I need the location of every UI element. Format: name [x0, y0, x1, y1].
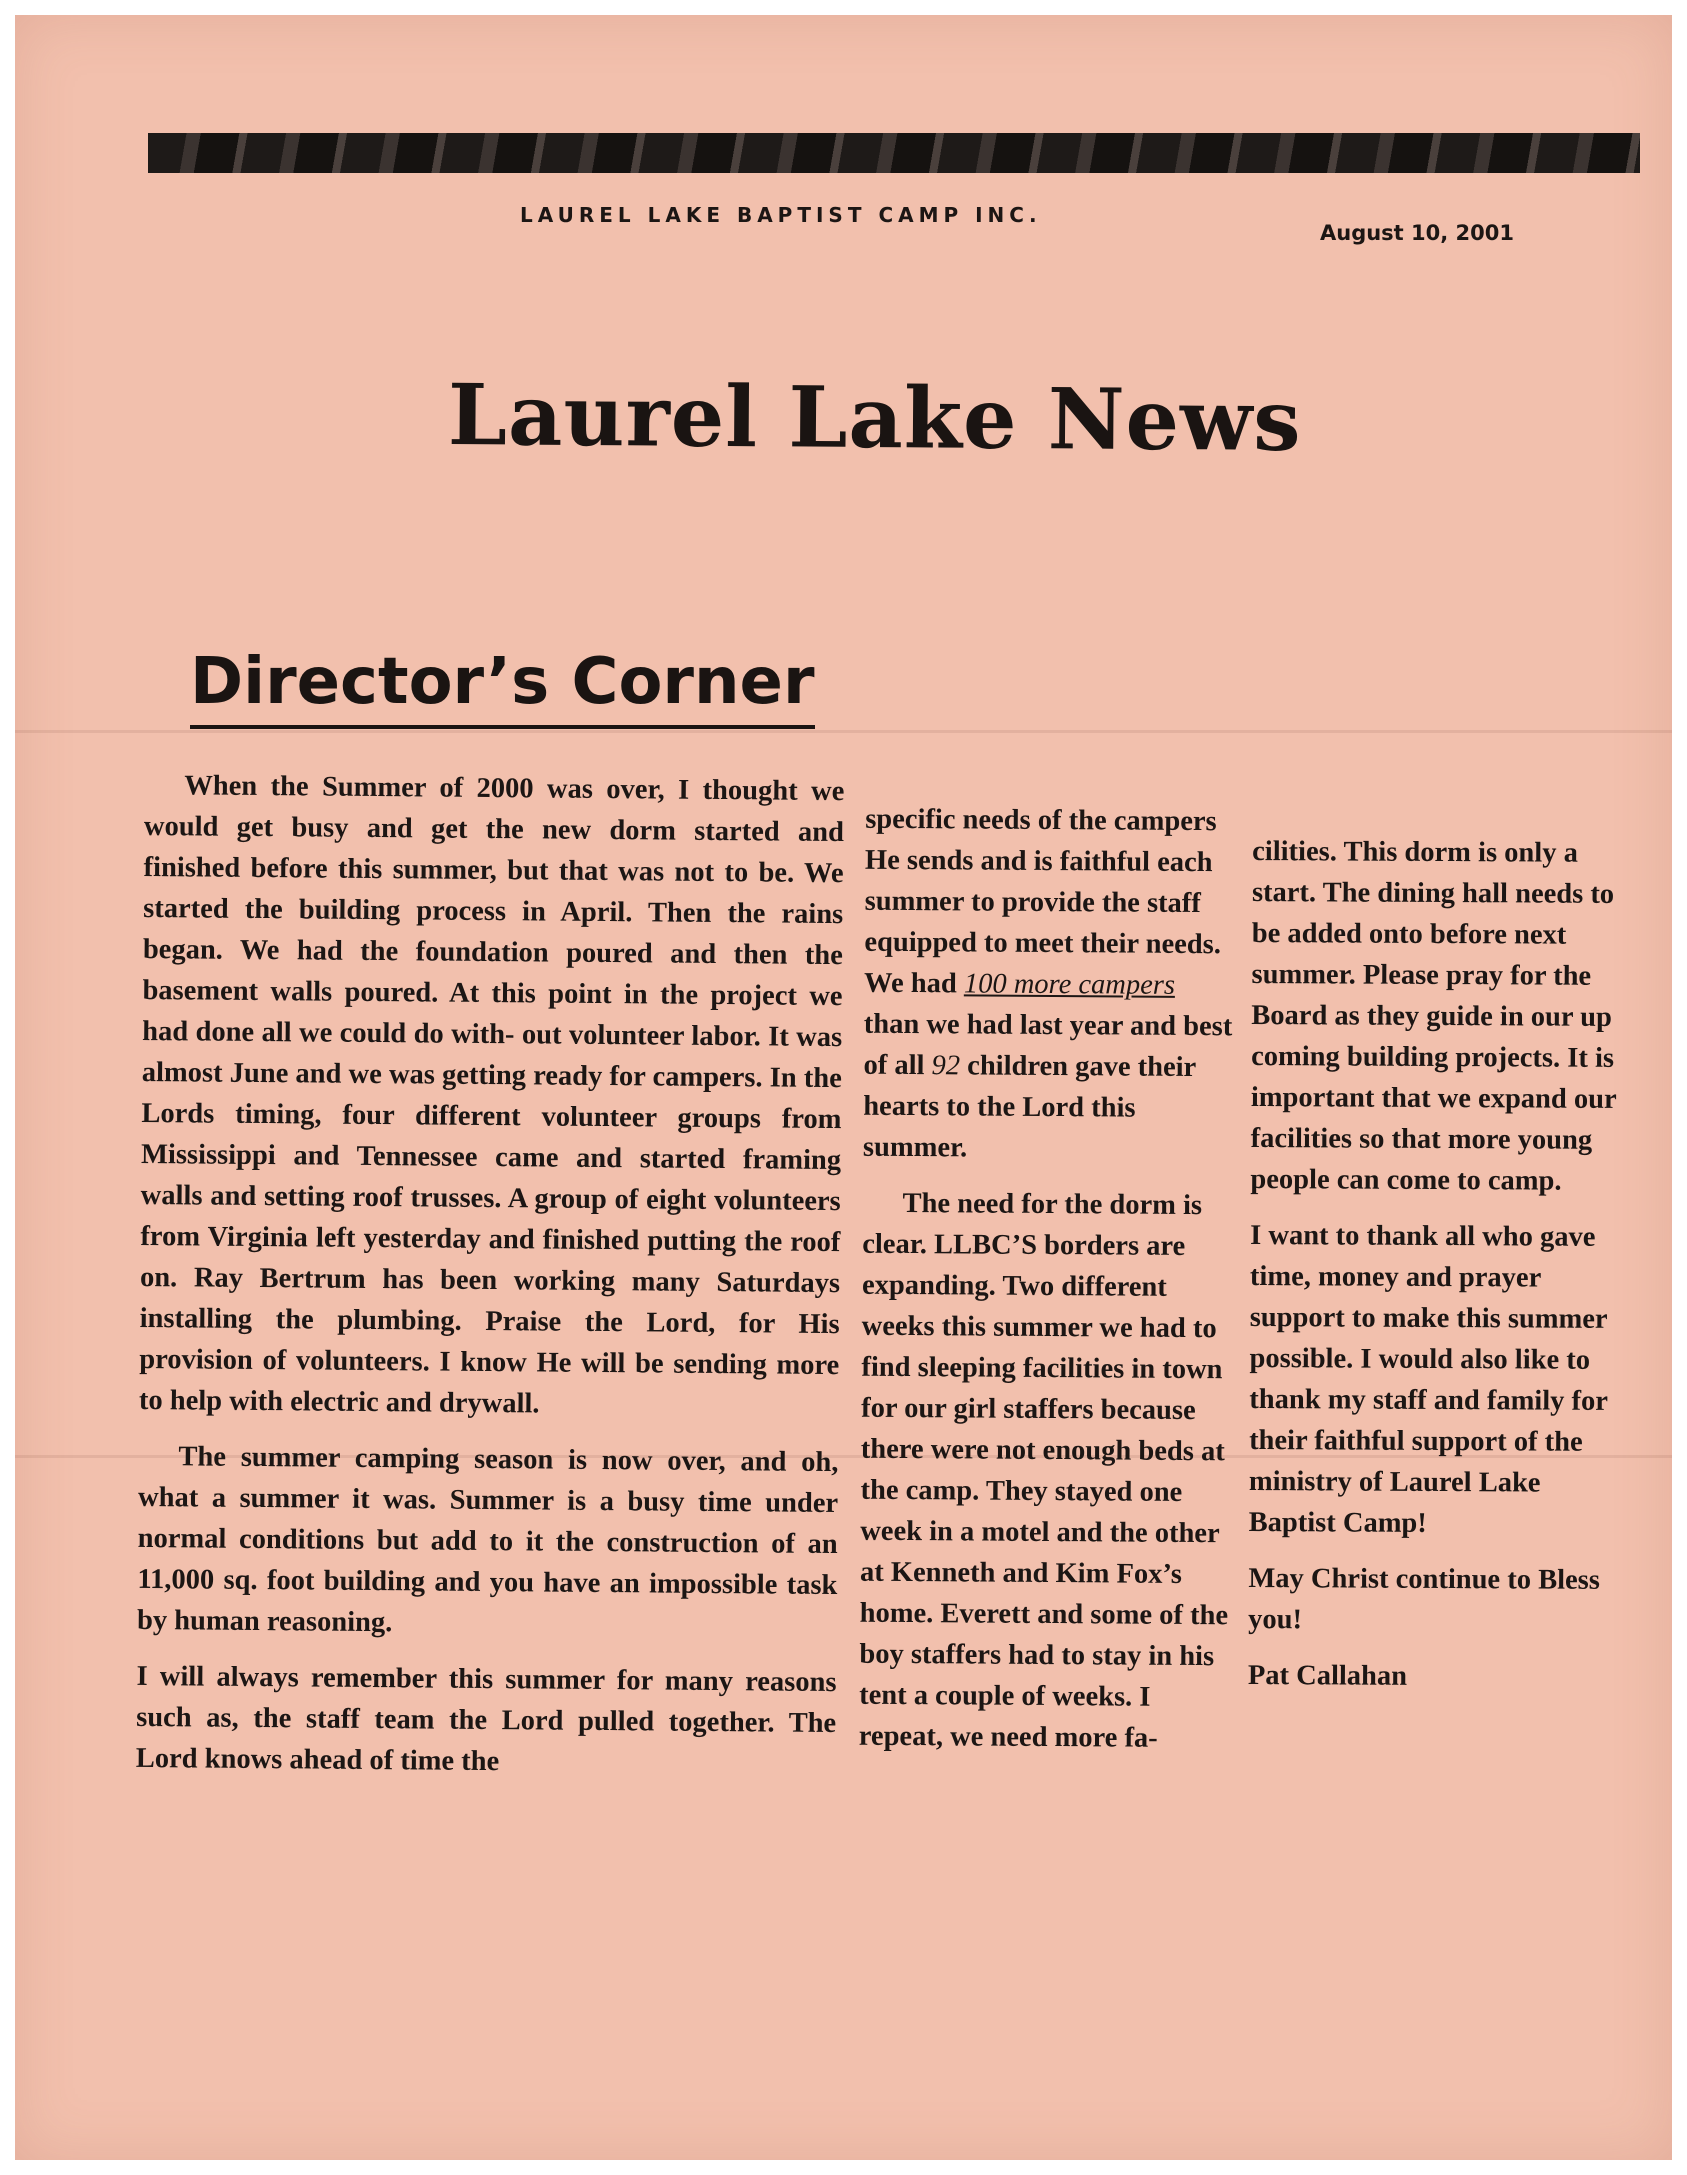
- paragraph: I want to thank all who gave time, money and prayer support to make this summer possible. I would also like to thank my staff and family for their faithful support of the ministry of Laurel Lake Baptist Camp!: [1248, 1220, 1608, 1539]
- paragraph: The need for the dorm is clear. LLBC’S borders are expanding. Two different weeks this summer we had to find sleeping facilities in town for our girl staffers because there were not enough beds at the camp. They stayed one week in a motel and the other at Kenneth and Kim Fox’s home. Everett and some of the boy staffers had to stay in his tent a couple of weeks. I repeat, we need more fa-: [858, 1187, 1229, 1754]
- section-title: Director’s Corner: [190, 645, 815, 729]
- paragraph: When the Summer of 2000 was over, I thought we would get busy and get the new dorm started and finished before this summer, but that was not to be. We started the building process in April. Then the rains began. We had the foundation poured and then the basement walls poured. At this point in the project we had done all we could do with- out volunteer labor. It was almost June and we was getting ready for campers. In the Lords timing, four different volunteer groups from Mississippi and Tennessee came and started framing walls and setting roof trusses. A group of eight volunteers from Virginia left yesterday and finished putting the roof on. Ray Bertrum has been working many Saturdays installing the plumbing. Praise the Lord, for His provision of volunteers. I know He will be sending more to help with electric and drywall.: [138, 770, 845, 1420]
- paragraph: [863, 799, 1238, 1171]
- text-run: than we had last year and best of all: [863, 1008, 1233, 1082]
- issue-date: August 10, 2001: [1320, 221, 1514, 245]
- article-column-2: [859, 799, 1238, 1775]
- paragraph: I will always remember this summer for many reasons such as, the staff team the Lord pulled together. The Lord knows ahead of time the: [135, 1660, 837, 1778]
- signature: Pat Callahan: [1247, 1659, 1408, 1692]
- article-column-3: [1248, 831, 1633, 1713]
- paragraph: The summer camping season is now over, and oh, what a summer it was. Summer is a busy time under normal conditions but add to it the construction of an 11,000 sq. foot building and you have an impossible task by human reasoning.: [136, 1441, 839, 1639]
- text-run: children gave their hearts to the Lord this summer.: [862, 1050, 1196, 1164]
- masthead-title: Laurel Lake News: [447, 365, 1302, 470]
- emphasized-number: 92: [931, 1050, 961, 1082]
- fold-crease-upper: [15, 730, 1672, 733]
- paragraph: May Christ continue to Bless you!: [1248, 1563, 1600, 1636]
- organization-name: LAUREL LAKE BAPTIST CAMP INC.: [520, 203, 1042, 227]
- paragraph: cilities. This dorm is only a start. The dining hall needs to be added onto before next summer. Please pray for the Board as they guide in our up coming building projects. It is important that we expand our facilities so that more young people can come to camp.: [1250, 836, 1617, 1197]
- emphasized-text: 100 more campers: [963, 968, 1176, 1001]
- header-rule-bar: [148, 133, 1640, 173]
- article-column-1: [136, 765, 845, 1800]
- text-run: specific needs of the campers He sends and is faithful each summer to provide the staff equipped to meet their needs. We had: [864, 803, 1222, 1000]
